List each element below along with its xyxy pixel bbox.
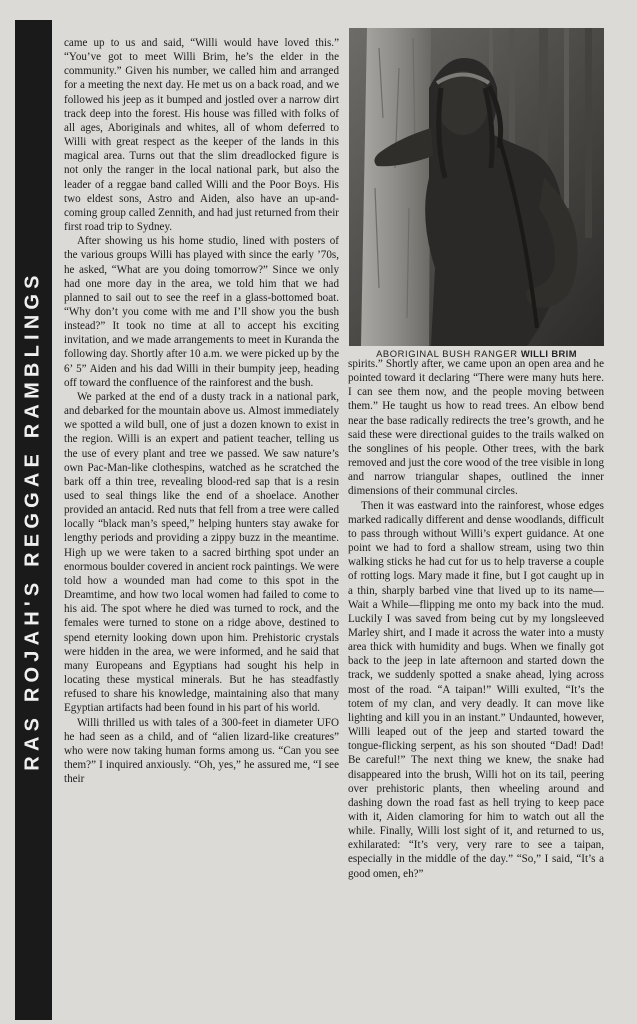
section-sidebar: [15, 20, 52, 1020]
caption-name: WILLI BRIM: [520, 348, 577, 359]
article-column-right: [348, 357, 604, 881]
paragraph: Willi thrilled us with tales of a 300-feet in diameter UFO he had seen as a child, and of “alien lizard-like creatures” who were now taking human forms among us. “Can you see them?” I inquired anxiously. “Oh, yes,” he assured me, “I see their: [64, 716, 339, 786]
paragraph: After showing us his home studio, lined with posters of the various groups Willi has played with since the early ’70s, he asked, “What are you doing tomorrow?” Since we only had one more day in the area, we told him that we had planned to sail out to see the reef in a glass-bottomed boat. “Why don’t you come with me and I’ll show you the bush instead?” It took no time at all to accept his exciting invitation, and we made arrangements to meet in Kuranda the following day. Shortly after 10 a.m. we were picked up by the 6’ 5” Aiden and his dad Willi in their bumpity jeep, heading off toward the confluence of the rainforest and the bush.: [64, 235, 339, 389]
caption-prefix: ABORIGINAL BUSH RANGER: [376, 348, 518, 359]
paragraph: We parked at the end of a dusty track in a national park, and debarked for the mountain above us. Almost immediately we spotted a wild bull, one of just a dozen known to exist in the region. Willi is an expert and patient teacher, telling us the use of every plant and tree we passed. We saw nature’s own Pac-Man-like clothespins, watched as he scratched the bark off a thin tree, revealing blood-red sap that is a resin used to seal things like the end of a shoelace. Another provided an antacid. Red nuts that fell from a tree were called locally “black man’s speed,” helping hunters stay awake for lengthy periods and providing a zippy buzz in the meantime. High up we were taken to a sacred birthing spot under an enormous boulder covered in ancient rock paintings. We were told how a wounded man had come to this spot in the Dreamtime, and how two local women had failed to come to his aid. The spot where he died was turned to rock, and the females were turned to stone on a ridge above, destined to spend eternity looking down upon him. Prehistoric crystals were hidden in the area, we were informed, and he said that many Europeans and Egyptians had sought his help in locating these mystical minerals. But he has steadfastly refused to share his knowledge, maintaining also that many Egyptian artifacts had been found in his part of his world.: [64, 390, 339, 715]
paragraph: Then it was eastward into the rainforest, whose edges marked radically different and dense woodlands, difficult to pass through without Willi’s expert guidance. At one point we had to ford a shallow stream, using two thin walking sticks he had cut for us to help traverse a couple of rotting logs. Mary made it fine, but I got caught up in a thin, sharply barbed vine that lived up to its name—Wait a While—flipping me onto my back into the mud. Luckily I was saved from being cut by my longsleeved Marley shirt, and I made it across the water into a musty area thick with humidity and bugs. When we finally got back to the jeep in late afternoon and started down the track, we suddenly spotted a snake ahead, lying across most of the road. “A taipan!” Willi exulted, “It’s the totem of my clan, and very deadly. It can move like lighting and kill you in an instant.” Undaunted, however, Willi leaped out of the jeep and started toward the tongue-flicking serpent, as his son shouted “Dad! Dad! Be careful!” The next thing we knew, the snake had disappeared into the brush, Willi hot on its tail, peering over prehistoric plants, then wheeling around and dashing down the road fast as hell trying to keep pace with it, Aiden clamoring for him to watch out all the while. Finally, Willi lost sight of it, and returned to us, exhilarated: “It’s very, very rare to see a taipan, especially in the middle of the day.” “So,” I said, “It’s a good omen, eh?”: [348, 499, 604, 880]
article-photo: [349, 28, 604, 346]
paragraph: came up to us and said, “Willi would have loved this.” “You’ve got to meet Willi Brim, he’s the elder in the community.” Given his number, we called him and arranged for a meeting the next day. He met us on a back road, and we followed his jeep as it bumped and jostled over a narrow dirt track deep into the forest. His house was filled with folks of all ages, Aboriginals and whites, all of whom deferred to Willi with great respect as the keeper of the lands in this magical area. Turns out that the slim dreadlocked figure is not only the ranger in the local national park, but also the leader of a reggae band called Willi and the Poor Boys. His two eldest sons, Astro and Aiden, also have an up-and-coming group called Zennith, and had just returned from their first road trip to Sydney.: [64, 37, 339, 234]
paragraph: spirits.” Shortly after, we came upon an open area and he pointed toward it declaring “There were many huts here. I can see them now, and the people moving between them.” He taught us how to read trees. An elbow bend near the base radically redirects the tree’s growth, and he said these were directional guides to the trails walked on the songlines of his people. Other trees, with the bark removed and just the core wood of the tree visible in long and narrow triangular shapes, outlined the inner dimensions of their communal circles.: [348, 358, 605, 498]
section-title: RAS ROJAH'S REGGAE RAMBLINGS: [22, 269, 45, 771]
article-column-left: [64, 36, 339, 786]
